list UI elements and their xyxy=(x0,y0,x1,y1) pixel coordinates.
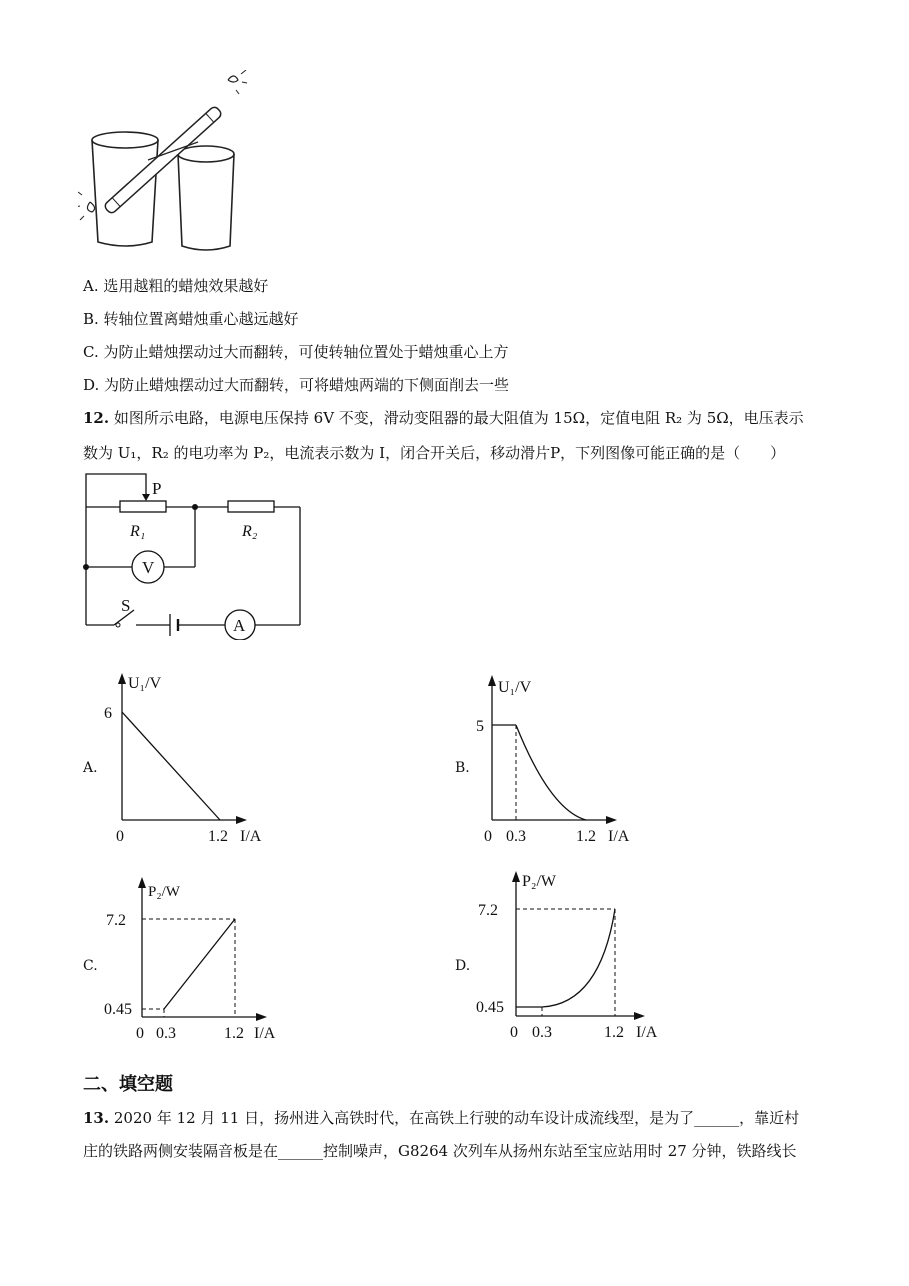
graph-b xyxy=(470,670,650,850)
q12-line2: 数为 U₁，R₂ 的电功率为 P₂，电流表示数为 I，闭合开关后，移动滑片P，下列图像可能正确的是（ ） xyxy=(83,444,786,462)
graph-d-ylabel: P₂/W xyxy=(522,873,557,890)
graph-b-xtick-2: 1.2 xyxy=(576,828,596,845)
r2-label: R₂ xyxy=(242,523,258,540)
graph-b-ylabel: U₁/V xyxy=(498,679,532,696)
graph-a-xlabel: I/A xyxy=(240,828,262,845)
graph-b-xtick-1: 0.3 xyxy=(506,828,526,845)
graph-c-xtick-1: 0.3 xyxy=(156,1025,176,1042)
graph-d-xlabel: I/A xyxy=(636,1024,658,1041)
voltmeter-label: V xyxy=(142,558,155,577)
graph-b-ytick: 5 xyxy=(476,718,484,735)
graph-d-label: D. xyxy=(455,958,471,974)
q11-option-b: B. 转轴位置离蜡烛重心越远越好 xyxy=(83,310,299,328)
graph-d-origin: 0 xyxy=(510,1024,518,1041)
section-title: 二、填空题 xyxy=(83,1074,173,1095)
q11-option-a: A. 选用越粗的蜡烛效果越好 xyxy=(83,277,269,295)
graph-d-ytick-1: 7.2 xyxy=(478,902,498,919)
q11-option-d: D. 为防止蜡烛摆动过大而翻转，可将蜡烛两端的下侧面削去一些 xyxy=(83,376,510,394)
graph-a xyxy=(100,670,280,850)
graph-c-xlabel: I/A xyxy=(254,1025,276,1042)
graph-d-xtick-2: 1.2 xyxy=(604,1024,624,1041)
graph-c-xtick-2: 1.2 xyxy=(224,1025,244,1042)
graph-d-xtick-1: 0.3 xyxy=(532,1024,552,1041)
q12-line1 xyxy=(83,408,804,428)
ammeter-label: A xyxy=(233,616,246,635)
q13-text1: 2020 年 12 月 11 日，扬州进入高铁时代，在高铁上行驶的动车设计成流线型，是为了______，靠近村 xyxy=(109,1109,800,1127)
graph-b-origin: 0 xyxy=(484,828,492,845)
graph-a-xtick: 1.2 xyxy=(208,828,228,845)
graph-a-ytick: 6 xyxy=(104,705,112,722)
q13-line1 xyxy=(83,1108,799,1128)
graph-c-label: C. xyxy=(83,958,98,974)
graph-c-ytick-2: 0.45 xyxy=(104,1001,132,1018)
r1-label: R₁ xyxy=(130,523,146,540)
graph-c xyxy=(100,872,280,1047)
graph-b-xlabel: I/A xyxy=(608,828,630,845)
candle-seesaw-figure xyxy=(78,70,248,255)
circuit-diagram xyxy=(78,470,308,640)
graph-b-label: B. xyxy=(455,760,470,776)
graph-c-origin: 0 xyxy=(136,1025,144,1042)
switch-label: S xyxy=(121,596,131,615)
q13-line2: 庄的铁路两侧安装隔音板是在______控制噪声，G8264 次列车从扬州东站至宝应站用时 27 分钟，铁路线长 xyxy=(83,1142,797,1160)
q12-text1: 如图所示电路，电源电压保持 6V 不变，滑动变阻器的最大阻值为 15Ω，定值电阻 R₂ 为 5Ω，电压表示 xyxy=(109,409,804,427)
graph-a-ylabel: U₁/V xyxy=(128,675,162,692)
graph-a-origin: 0 xyxy=(116,828,124,845)
graph-a-label: A. xyxy=(83,760,98,776)
graph-c-ylabel: P₂/W xyxy=(148,884,180,900)
graph-d xyxy=(470,866,670,1046)
graph-d-ytick-2: 0.45 xyxy=(476,999,504,1016)
slider-label: P xyxy=(152,479,162,498)
q12-number: 12. xyxy=(83,409,110,427)
q11-option-c: C. 为防止蜡烛摆动过大而翻转，可使转轴位置处于蜡烛重心上方 xyxy=(83,343,509,361)
graph-c-ytick-1: 7.2 xyxy=(106,912,126,929)
q13-number: 13. xyxy=(83,1109,110,1127)
